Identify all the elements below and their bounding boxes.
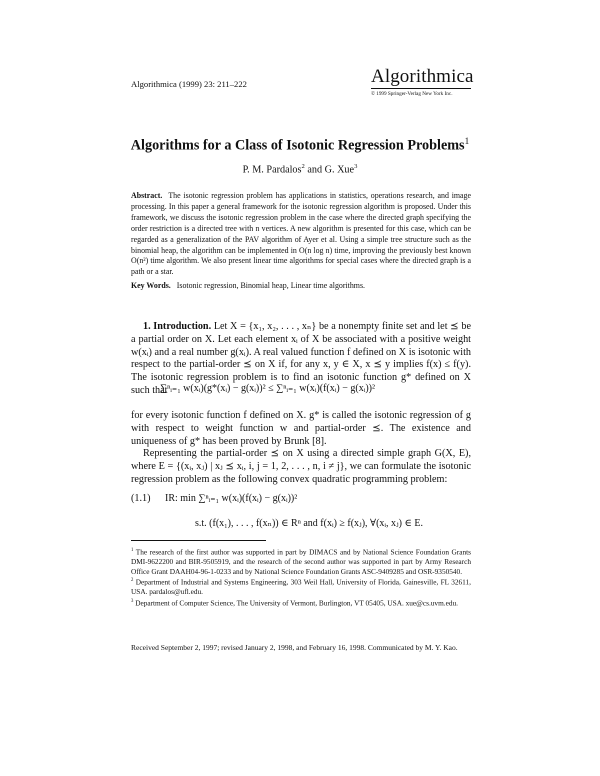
section-heading: 1. Introduction. — [143, 321, 212, 332]
abstract-text: The isotonic regression problem has applications in statistics, operations research, and image processing. In this paper a general framework for the isotonic regression algorithm is proposed. Under this framework, we discuss the isotonic regression problem in the case where the directed graph specifying the order restriction is a directed tree with n vertices. A new algorithm is presented for this case, which can be regarded as a generalization of the PAV algorithm of Ayer et al. Using a simple tree structure such as the binomial heap, the algorithm can be implemented in O(n log n) time, improving the previously best known O(n²) time algorithm. We also present linear time algorithms for special cases where the directed graph is a path or a star. — [131, 191, 471, 277]
footnote-text: The research of the first author was supported in part by DIMACS and by National Science Foundation Grants DMI-9622200 and BIR-9505919, and the research of the second author was supported in part by Army Research Office Grant DAAH04-96-1-0233 and by National Science Foundation Grants ASC-9409285 and OSR-9350540. — [131, 547, 471, 576]
footnote-number: 2 — [131, 578, 134, 584]
journal-reference: Algorithmica (1999) 23: 211–222 — [131, 79, 247, 89]
footnotes — [131, 546, 471, 608]
footnote — [131, 546, 471, 576]
ir-objective: IR: min ∑ⁿᵢ₌₁ w(xᵢ)(f(xᵢ) − g(xᵢ))² — [165, 493, 298, 504]
author-line — [100, 163, 500, 175]
paper-title — [100, 136, 500, 155]
footnote — [131, 597, 471, 608]
footnote-text: Department of Industrial and Systems Engineering, 303 Weil Hall, University of Florida, Gainesville, FL 32611, USA. pardalos@ufl.edu. — [131, 577, 471, 597]
equation-number: (1.1) — [131, 493, 151, 504]
intro-paragraph: for every isotonic function f defined on X. g* is called the isotonic regression of g with respect to weight function w and partial-order ⪯. The existence and uniqueness of g* has been proved by Brunk [8]. — [131, 410, 471, 447]
keywords-text: Isotonic regression, Binomial heap, Linear time algorithms. — [176, 281, 365, 290]
journal-brand — [371, 66, 474, 97]
author-name: G. Xue — [324, 164, 355, 176]
abstract — [131, 191, 471, 278]
introduction-continued — [131, 410, 471, 487]
footnote-number: 3 — [131, 598, 134, 604]
footnote-text: Department of Computer Science, The University of Vermont, Burlington, VT 05405, USA. xue@cs.uvm.edu. — [135, 598, 458, 608]
author-footnote-mark: 2 — [301, 163, 305, 170]
footnote-number: 1 — [131, 548, 134, 553]
brand-divider — [371, 88, 471, 89]
title-text: Algorithms for a Class of Isotonic Regression Problems — [130, 137, 465, 154]
intro-paragraph: Representing the partial-order ⪯ on X using a directed simple graph G(X, E), where E = {(xᵢ, xⱼ) | xⱼ ⪯ xᵢ, i, j = 1, 2, . . . , n, i ≠ j}, we can formulate the isotonic regression problem as the following convex quadratic programming problem: — [131, 448, 471, 485]
footnote-rule — [131, 540, 266, 541]
keywords-label: Key Words. — [131, 281, 171, 290]
title-footnote-mark: 1 — [464, 136, 470, 146]
regression-inequality: ∑ⁿᵢ₌₁ w(xᵢ)(g*(xᵢ) − g(xᵢ))² ≤ ∑ⁿᵢ₌₁ w(xᵢ)(f(xᵢ) − g(xᵢ))² — [160, 383, 375, 394]
footnote — [131, 576, 471, 597]
ir-constraints: s.t. (f(x₁), . . . , f(xₙ)) ∈ Rⁿ and f(xᵢ) ≥ f(xⱼ), ∀(xᵢ, xⱼ) ∈ E. — [195, 518, 424, 529]
author-name: P. M. Pardalos — [242, 164, 302, 176]
keywords — [131, 281, 471, 290]
journal-logo-text: Algorithmica — [371, 66, 474, 87]
author-conjunction: and — [304, 164, 325, 176]
author-footnote-mark: 3 — [354, 163, 358, 170]
copyright-line: © 1999 Springer-Verlag New York Inc. — [371, 91, 453, 97]
intro-paragraph: Let X = {x₁, x₂, . . . , xₙ} be a nonempty finite set and let ⪯ be a partial order on X. Let each element xᵢ of X be associated with a positive weight w(xᵢ) and a real number g(xᵢ). A real valued function f defined on X is isotonic with respect to the partial-order ⪯ on X if, for any x, y ∈ X, x ⪯ y implies f(x) ≤ f(y). The isotonic regression problem is to find an isotonic function g* defined on X such that — [131, 321, 471, 396]
received-line: Received September 2, 1997; revised January 2, 1998, and February 16, 1998. Communicated by M. Y. Kao. — [131, 643, 458, 652]
abstract-label: Abstract. — [131, 191, 163, 200]
